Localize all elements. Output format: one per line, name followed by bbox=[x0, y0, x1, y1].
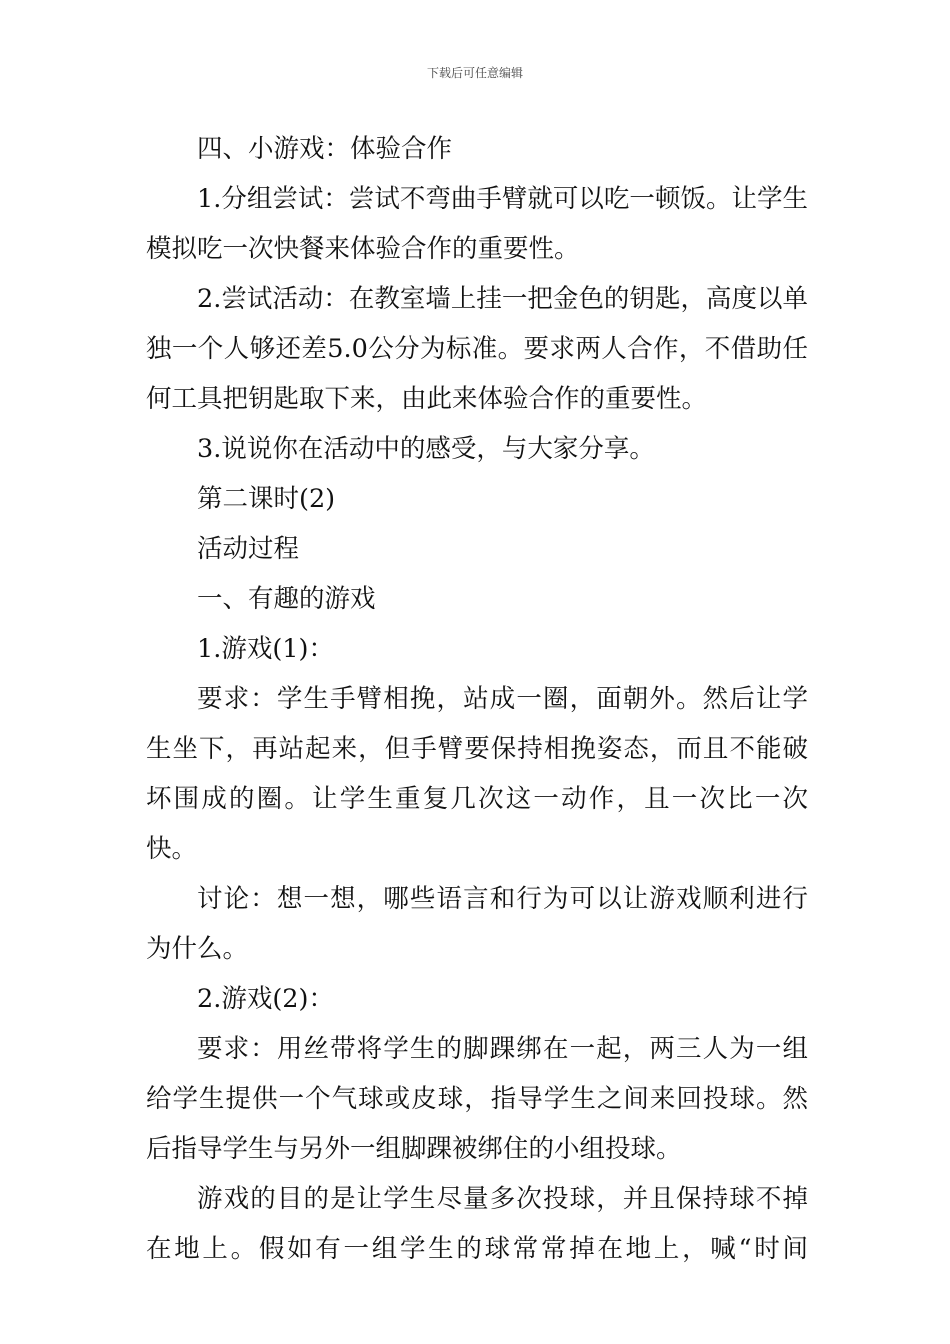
text-line: 要求：用丝带将学生的脚踝绑在一起，两三人为一组 bbox=[197, 1034, 808, 1064]
paragraph bbox=[146, 674, 808, 874]
section-heading bbox=[146, 524, 808, 574]
text-line: 1.游戏(1)： bbox=[197, 634, 334, 664]
text-line: 生坐下，再站起来，但手臂要保持相挽姿态，而且不能破 bbox=[146, 734, 808, 764]
text-line: 游戏的目的是让学生尽量多次投球，并且保持球不掉 bbox=[197, 1184, 808, 1214]
text-line: 1.分组尝试：尝试不弯曲手臂就可以吃一顿饭。让学 bbox=[197, 184, 783, 214]
text-line: 给学生提供一个气球或皮球，指导学生之间来回投球。然 bbox=[146, 1084, 808, 1114]
text-line: 生模拟吃一次快餐来体验合作的重要性。 bbox=[146, 184, 808, 264]
text-line: 任何工具把钥匙取下来，由此来体验合作的重要性。 bbox=[146, 334, 808, 414]
paragraph bbox=[146, 274, 808, 424]
section-heading bbox=[146, 474, 808, 524]
paragraph bbox=[146, 1174, 808, 1274]
paragraph bbox=[146, 974, 808, 1024]
text-line: 为什么。 bbox=[146, 934, 249, 964]
text-line: 在地上。假如有一组学生的球常常掉在地上，喊“时间 bbox=[146, 1234, 808, 1264]
text-line: 一、有趣的游戏 bbox=[197, 584, 376, 614]
text-line: 后指导学生与另外一组脚踝被绑住的小组投球。 bbox=[146, 1134, 682, 1164]
text-line: 2.游戏(2)： bbox=[197, 984, 334, 1014]
paragraph bbox=[146, 124, 808, 174]
paragraph bbox=[146, 874, 808, 974]
text-line: 3.说说你在活动中的感受，与大家分享。 bbox=[197, 434, 655, 464]
text-line: 坏围成的圈。让学生重复几次这一动作，且一次比一次快。 bbox=[146, 784, 808, 864]
section-heading bbox=[146, 574, 808, 624]
text-line: 2.尝试活动：在教室墙上挂一把金色的钥匙，高度以 bbox=[197, 284, 783, 314]
paragraph bbox=[146, 424, 808, 474]
text-line: 要求：学生手臂相挽，站成一圈，面朝外。然后让学 bbox=[197, 684, 808, 714]
text-line: 活动过程 bbox=[197, 534, 300, 564]
text-line: 四、小游戏：体验合作 bbox=[197, 134, 453, 164]
document-body bbox=[146, 124, 808, 1274]
text-line: 单独一个人够还差5.0公分为标准。要求两人合作，不借助 bbox=[146, 284, 808, 364]
paragraph bbox=[146, 174, 808, 274]
text-line: 讨论：想一想，哪些语言和行为可以让游戏顺利进行 bbox=[197, 884, 808, 914]
page-header: 下载后可任意编辑 bbox=[426, 66, 523, 80]
paragraph bbox=[146, 1024, 808, 1174]
text-line: 第二课时(2) bbox=[197, 484, 336, 514]
paragraph bbox=[146, 624, 808, 674]
